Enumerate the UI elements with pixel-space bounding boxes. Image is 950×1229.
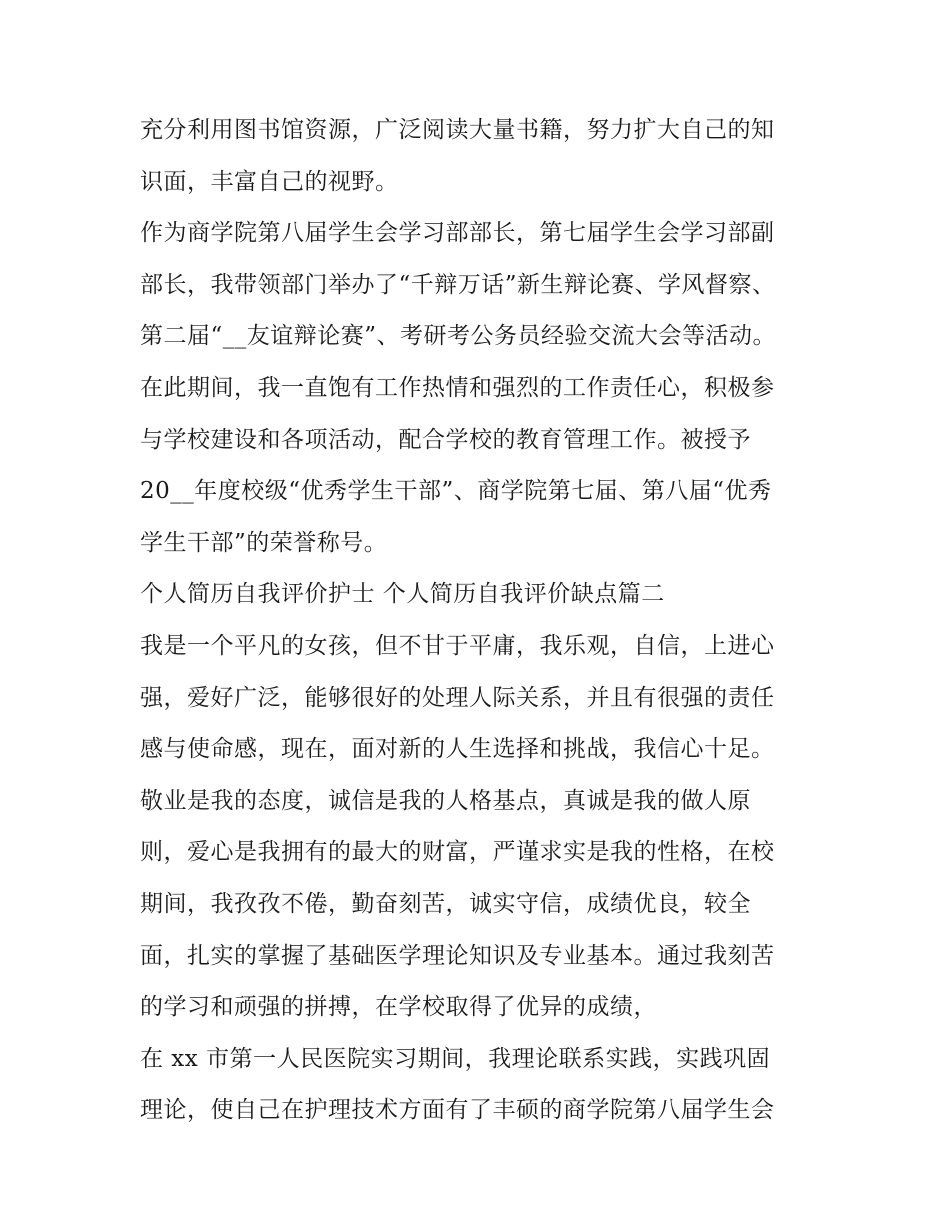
text-line: 敬业是我的态度，诚信是我的人格基点，真诚是我的做人原 bbox=[140, 787, 751, 814]
text-line: 强，爱好广泛，能够很好的处理人际关系，并且有很强的责任 bbox=[140, 684, 775, 711]
text-line: 20__年度校级“优秀学生干部”、商学院第七届、第八届“优秀 bbox=[140, 478, 772, 505]
text-line: 充分利用图书馆资源，广泛阅读大量书籍，努力扩大自己的知 bbox=[140, 117, 775, 143]
text-line: 我是一个平凡的女孩，但不甘于平庸，我乐观，自信，上进心 bbox=[140, 632, 775, 659]
text-line: 学生干部”的荣誉称号。 bbox=[140, 529, 388, 556]
text-line: 第二届“__友谊辩论赛”、考研考公务员经验交流大会等活动。 bbox=[140, 323, 777, 350]
text-line: 感与使命感，现在，面对新的人生选择和挑战，我信心十足。 bbox=[140, 736, 775, 763]
text-line: 理论，使自己在护理技术方面有了丰硕的商学院第八届学生会 bbox=[140, 1097, 775, 1124]
text-line: 面，扎实的掌握了基础医学理论知识及专业基本。通过我刻苦 bbox=[140, 942, 775, 969]
text-line: 在 xx 市第一人民医院实习期间，我理论联系实践，实践巩固 bbox=[140, 1045, 771, 1072]
text-line: 期间，我孜孜不倦，勤奋刻苦，诚实守信，成绩优良，较全 bbox=[140, 890, 751, 917]
text-line: 识面，丰富自己的视野。 bbox=[140, 168, 399, 195]
text-line: 与学校建设和各项活动，配合学校的教育管理工作。被授予 bbox=[140, 426, 751, 453]
text-line: 部长，我带领部门举办了“千辩万话”新生辩论赛、学风督察、 bbox=[140, 271, 776, 298]
text-line: 则，爱心是我拥有的最大的财富，严谨求实是我的性格，在校 bbox=[140, 839, 775, 866]
text-line: 作为商学院第八届学生会学习部部长，第七届学生会学习部副 bbox=[140, 220, 775, 247]
section-heading: 个人简历自我评价护士 个人简历自我评价缺点篇二 bbox=[140, 581, 665, 608]
document-body bbox=[140, 108, 830, 1140]
text-line: 在此期间，我一直饱有工作热情和强烈的工作责任心，积极参 bbox=[140, 374, 775, 401]
text-line: 的学习和顽强的拼搏，在学校取得了优异的成绩， bbox=[140, 994, 657, 1021]
